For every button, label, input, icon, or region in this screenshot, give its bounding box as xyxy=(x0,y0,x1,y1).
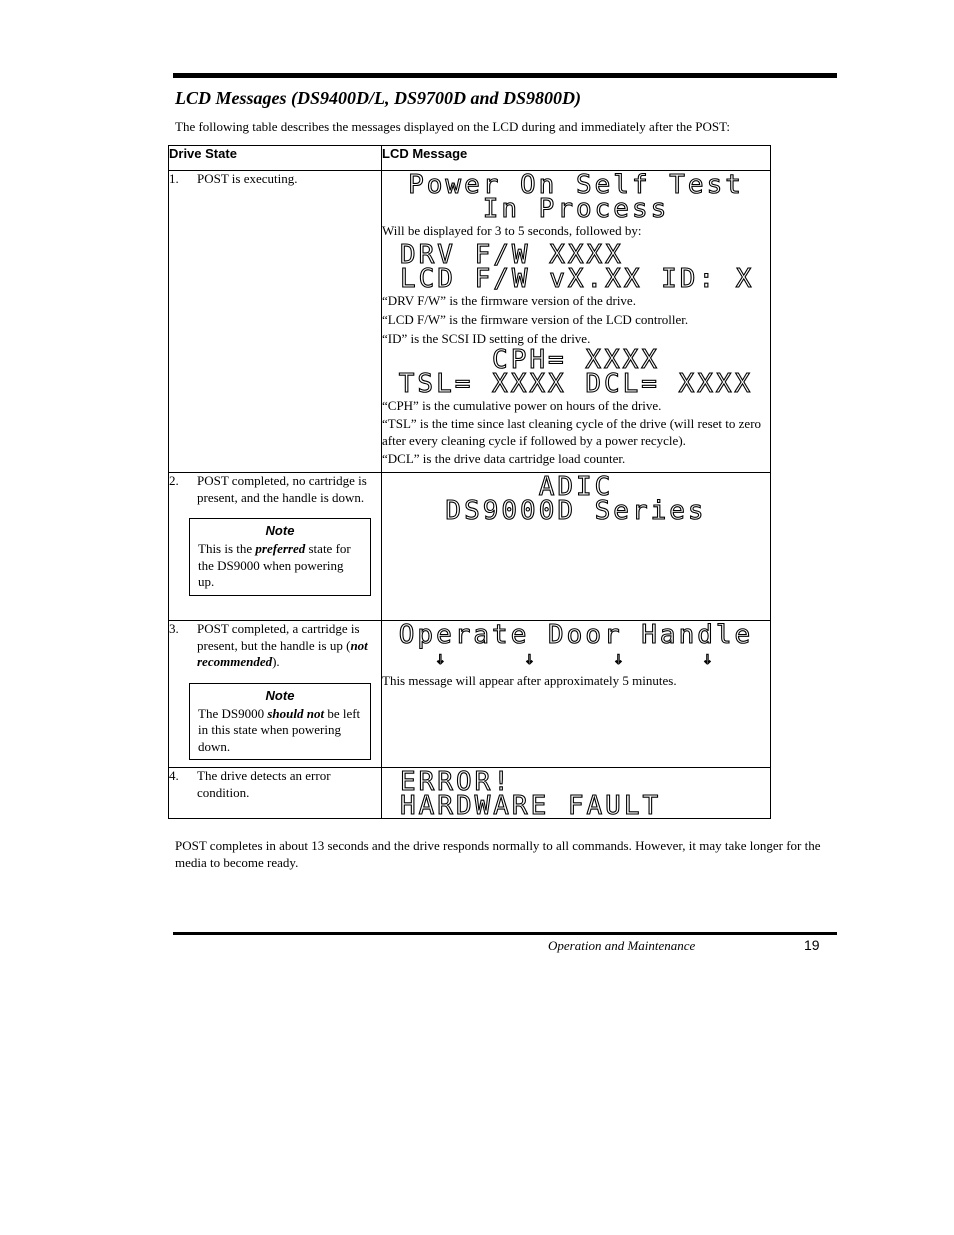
table-header-row xyxy=(169,146,771,171)
footer-section-title: Operation and Maintenance xyxy=(548,938,696,953)
note-text: This is the preferred state for the DS9000 when powering up. xyxy=(198,541,351,589)
lcd-description: This message will appear after approximately 5 minutes. xyxy=(382,673,677,688)
row-number: 3. xyxy=(169,621,179,636)
lcd-description: “TSL” is the time since last cleaning cycle of the drive (will reset to zero after every cleaning cycle if followed by a power recycle). xyxy=(382,416,762,448)
lcd-display-line: DS9000D Series xyxy=(445,496,707,526)
drive-state-text: POST completed, no cartridge is present, and the handle is down. xyxy=(197,473,367,505)
column-header-drive-state: Drive State xyxy=(169,146,382,171)
lcd-display-line: ERROR! xyxy=(400,767,512,797)
lcd-description: “DCL” is the drive data cartridge load counter. xyxy=(382,451,626,466)
lcd-display-line: In Process xyxy=(482,194,670,224)
table-row xyxy=(169,621,771,768)
lcd-display-line: LCD F/W vX.XX ID: X xyxy=(400,264,755,294)
drive-state-text: POST completed, a cartridge is present, but the handle is up (not recommended). xyxy=(197,621,368,669)
closing-paragraph: POST completes in about 13 seconds and the drive responds normally to all commands. However, it may take longer for the media to become ready. xyxy=(175,838,821,870)
column-header-lcd-message: LCD Message xyxy=(382,146,771,171)
lcd-display-line: DRV F/W XXXX xyxy=(400,240,624,270)
section-title: LCD Messages (DS9400D/L, DS9700D and DS9800D) xyxy=(175,88,582,108)
lcd-description: Will be displayed for 3 to 5 seconds, followed by: xyxy=(382,223,642,238)
lcd-description: “DRV F/W” is the firmware version of the drive. xyxy=(382,293,636,308)
lcd-display-line: CPH= XXXX xyxy=(492,345,660,375)
drive-state-cell xyxy=(169,768,382,819)
note-text: The DS9000 should not be left in this state when powering down. xyxy=(198,705,361,754)
table-row xyxy=(169,768,771,819)
note-heading: Note xyxy=(265,687,295,703)
row-number: 2. xyxy=(169,473,179,488)
lcd-display-line: TSL= XXXX DCL= XXXX xyxy=(398,369,754,399)
note-box xyxy=(189,518,371,596)
lcd-message-cell xyxy=(382,473,771,621)
intro-text: The following table describes the messages displayed on the LCD during and immediately after the POST: xyxy=(175,119,730,134)
lcd-description: “LCD F/W” is the firmware version of the LCD controller. xyxy=(382,312,689,327)
lcd-message-cell xyxy=(382,768,771,819)
lcd-display-line: HARDWARE FAULT xyxy=(400,791,662,821)
note-heading: Note xyxy=(265,523,295,538)
top-rule xyxy=(173,73,837,78)
table-row xyxy=(169,473,771,621)
drive-state-text: POST is executing. xyxy=(197,171,298,186)
drive-state-cell xyxy=(169,621,382,768)
note-box xyxy=(189,683,371,761)
bottom-rule xyxy=(173,932,837,935)
lcd-display-line: Operate Door Handle xyxy=(398,620,754,650)
drive-state-text: The drive detects an error condition. xyxy=(197,768,331,800)
table-row xyxy=(169,171,771,473)
page-number: 19 xyxy=(804,937,820,953)
lcd-messages-table xyxy=(168,145,771,819)
row-number: 1. xyxy=(169,171,179,186)
lcd-message-cell xyxy=(382,621,771,768)
drive-state-cell xyxy=(169,473,382,621)
lcd-description: “CPH” is the cumulative power on hours of the drive. xyxy=(382,398,662,413)
lcd-message-cell xyxy=(382,171,771,473)
row-number: 4. xyxy=(169,768,179,783)
lcd-description: “ID” is the SCSI ID setting of the drive. xyxy=(382,331,591,346)
lcd-display-line: Power On Self Test xyxy=(408,170,744,200)
lcd-arrows-line: ↓ ↓ ↓ ↓ xyxy=(435,648,717,669)
lcd-display-line: ADIC xyxy=(538,472,614,502)
drive-state-cell xyxy=(169,171,382,473)
